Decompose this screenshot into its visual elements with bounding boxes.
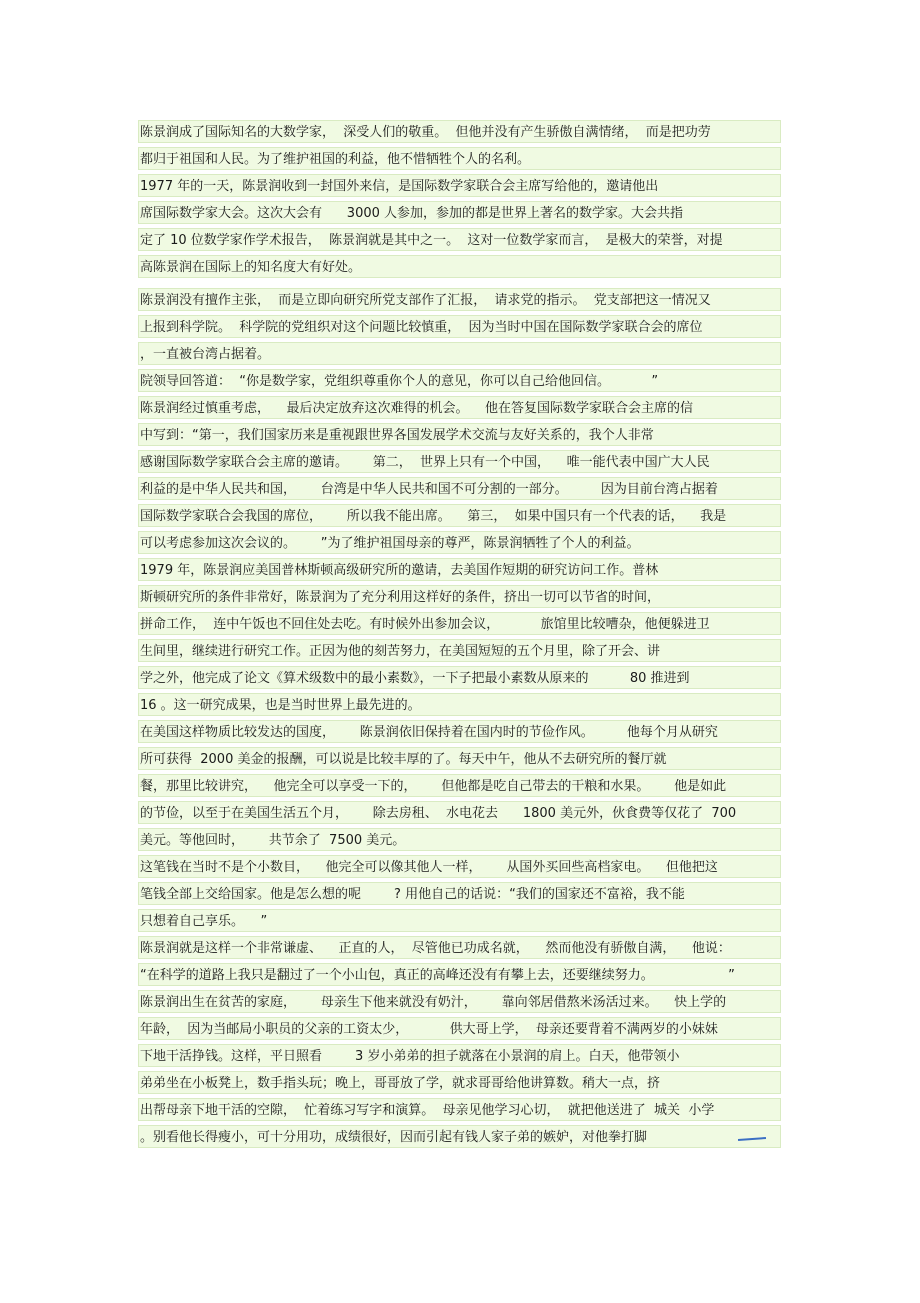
text-line: ，一直被台湾占据着。 [138,342,781,365]
text-line: 陈景润没有擅作主张， 而是立即向研究所党支部作了汇报， 请求党的指示。 党支部把这一情况又 [138,288,781,311]
text-line: 中写到：“第一，我们国家历来是重视跟世界各国发展学术交流与友好关系的，我个人非常 [138,423,781,446]
text-line: 陈景润就是这样一个非常谦虚、 正直的人， 尽管他已功成名就， 然而他没有骄傲自满， 他说： [138,936,781,959]
text-line: 笔钱全部上交给国家。他是怎么想的呢 ? 用他自己的话说：“我们的国家还不富裕，我不能 [138,882,781,905]
text-line: 拼命工作， 连中午饭也不回住处去吃。有时候外出参加会议， 旅馆里比较嘈杂，他便躲进卫 [138,612,781,635]
text-line: 国际数学家联合会我国的席位， 所以我不能出席。 第三， 如果中国只有一个代表的话， 我是 [138,504,781,527]
text-line: 在美国这样物质比较发达的国度， 陈景润依旧保持着在国内时的节俭作风。 他每个月从研究 [138,720,781,743]
text-line: 可以考虑参加这次会议的。 ”为了维护祖国母亲的尊严，陈景润牺牲了个人的利益。 [138,531,781,554]
text-line: 院领导回答道： “你是数学家，党组织尊重你个人的意见，你可以自己给他回信。 ” [138,369,781,392]
text-line: 斯顿研究所的条件非常好，陈景润为了充分利用这样好的条件，挤出一切可以节省的时间， [138,585,781,608]
text-line: 弟弟坐在小板凳上，数手指头玩；晚上，哥哥放了学，就求哥哥给他讲算数。稍大一点，挤 [138,1071,781,1094]
text-line: “在科学的道路上我只是翻过了一个小山包，真正的高峰还没有有攀上去，还要继续努力。 ” [138,963,781,986]
text-line: 下地干活挣钱。这样，平日照看 3 岁小弟弟的担子就落在小景润的肩上。白天，他带领小 [138,1044,781,1067]
text-line: 生间里，继续进行研究工作。正因为他的刻苦努力，在美国短短的五个月里，除了开会、讲 [138,639,781,662]
text-line: 1979 年，陈景润应美国普林斯顿高级研究所的邀请，去美国作短期的研究访问工作。普林 [138,558,781,581]
text-line: 陈景润经过慎重考虑， 最后决定放弃这次难得的机会。 他在答复国际数学家联合会主席的信 [138,396,781,419]
text-line: 陈景润出生在贫苦的家庭， 母亲生下他来就没有奶汁， 靠向邻居借熬米汤活过来。 快上学的 [138,990,781,1013]
text-line: 年龄， 因为当邮局小职员的父亲的工资太少， 供大哥上学， 母亲还要背着不满两岁的小妹妹 [138,1017,781,1040]
text-line: 感谢国际数学家联合会主席的邀请。 第二， 世界上只有一个中国， 唯一能代表中国广大人民 [138,450,781,473]
text-line: 餐，那里比较讲究， 他完全可以享受一下的， 但他都是吃自己带去的干粮和水果。 他是如此 [138,774,781,797]
text-line: 席国际数学家大会。这次大会有 3000 人参加，参加的都是世界上著名的数学家。大会共指 [138,201,781,224]
text-line: 上报到科学院。 科学院的党组织对这个问题比较慎重， 因为当时中国在国际数学家联合会的席位 [138,315,781,338]
text-line: 都归于祖国和人民。为了维护祖国的利益，他不惜牺牲个人的名利。 [138,147,781,170]
text-line: 的节俭，以至于在美国生活五个月， 除去房租、 水电花去 1800 美元外，伙食费等仅花了 700 [138,801,781,824]
text-line: 。别看他长得瘦小，可十分用功，成绩很好，因而引起有钱人家子弟的嫉妒，对他拳打脚 [138,1125,781,1148]
text-line: 美元。等他回时， 共节余了 7500 美元。 [138,828,781,851]
text-line: 利益的是中华人民共和国， 台湾是中华人民共和国不可分割的一部分。 因为目前台湾占据着 [138,477,781,500]
text-line: 陈景润成了国际知名的大数学家， 深受人们的敬重。 但他并没有产生骄傲自满情绪， 而是把功劳 [138,120,781,143]
text-line: 这笔钱在当时不是个小数目， 他完全可以像其他人一样， 从国外买回些高档家电。 但他把这 [138,855,781,878]
text-line: 出帮母亲下地干活的空隙， 忙着练习写字和演算。 母亲见他学习心切， 就把他送进了 城关 小学 [138,1098,781,1121]
text-line: 高陈景润在国际上的知名度大有好处。 [138,255,781,278]
text-line: 所可获得 2000 美金的报酬，可以说是比较丰厚的了。每天中午，他从不去研究所的餐厅就 [138,747,781,770]
text-line: 定了 10 位数学家作学术报告， 陈景润就是其中之一。 这对一位数学家而言， 是极大的荣誉，对提 [138,228,781,251]
document-body [138,120,781,1152]
text-line: 学之外，他完成了论文《算术级数中的最小素数》，一下子把最小素数从原来的 80 推进到 [138,666,781,689]
text-line: 16 。这一研究成果，也是当时世界上最先进的。 [138,693,781,716]
text-line: 1977 年的一天，陈景润收到一封国外来信，是国际数学家联合会主席写给他的，邀请他出 [138,174,781,197]
text-line: 只想着自己享乐。 ” [138,909,781,932]
